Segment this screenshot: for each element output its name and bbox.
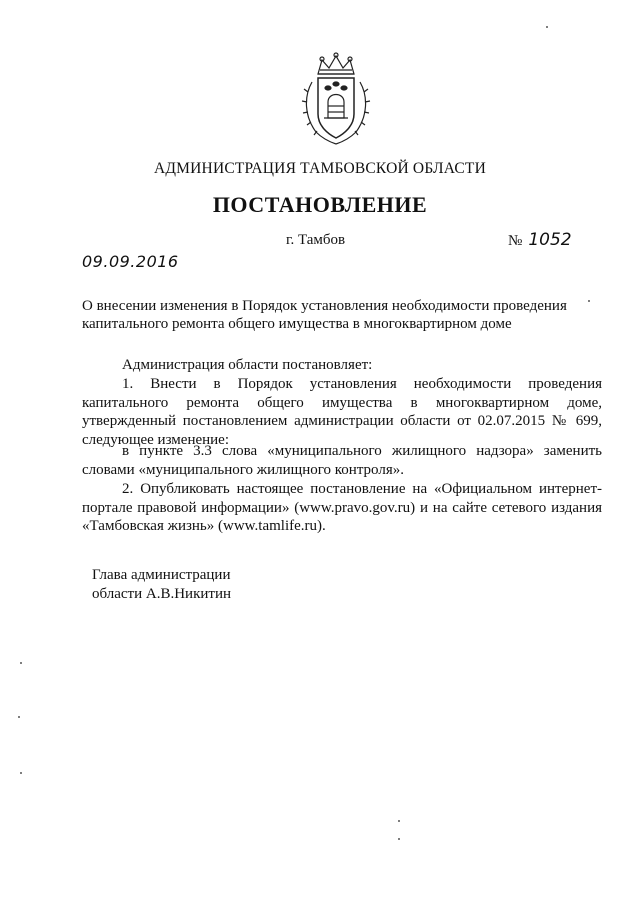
signature-name: области А.В.Никитин <box>92 585 232 602</box>
signature-block <box>92 566 231 603</box>
scan-speck <box>398 838 400 840</box>
intro-paragraph: Администрация области постановляет: <box>122 357 373 373</box>
document-date: 09.09.2016 <box>82 252 179 271</box>
item-1-paragraph: 1. Внести в Порядок установления необходимости проведения капитального ремонта общего имущества в многоквартирном доме, утвержденный постановлением администрации области от 02.07.2015 № 699, следующее изменение: <box>82 376 602 448</box>
scan-speck <box>20 772 22 774</box>
number-value: 1052 <box>528 230 572 250</box>
document-number <box>508 230 572 250</box>
scan-speck <box>546 26 548 28</box>
scan-speck <box>398 820 400 822</box>
item-1-subparagraph: в пункте 3.3 слова «муниципального жилищного надзора» заменить словами «муниципального жилищного контроля». <box>82 443 602 478</box>
scan-speck <box>588 300 590 302</box>
signature-position: Глава администрации <box>92 567 231 583</box>
city-label: г. Тамбов <box>286 232 346 248</box>
document-type-title: ПОСТАНОВЛЕНИЕ <box>212 192 428 217</box>
organization-title: АДМИНИСТРАЦИЯ ТАМБОВСКОЙ ОБЛАСТИ <box>154 160 486 177</box>
item-2-paragraph: 2. Опубликовать настоящее постановление на «Официальном интернет-портале правовой информации» (www.pravo.gov.ru) и на сайте сетевого издания «Тамбовская жизнь» (www.tamlife.ru). <box>82 481 602 534</box>
scan-speck <box>20 662 22 664</box>
number-label: № <box>508 233 523 249</box>
scan-speck <box>18 716 20 718</box>
document-subject: О внесении изменения в Порядок установления необходимости проведения капитального ремонта общего имущества в многоквартирном доме <box>82 298 567 332</box>
coat-of-arms-icon <box>298 52 374 148</box>
